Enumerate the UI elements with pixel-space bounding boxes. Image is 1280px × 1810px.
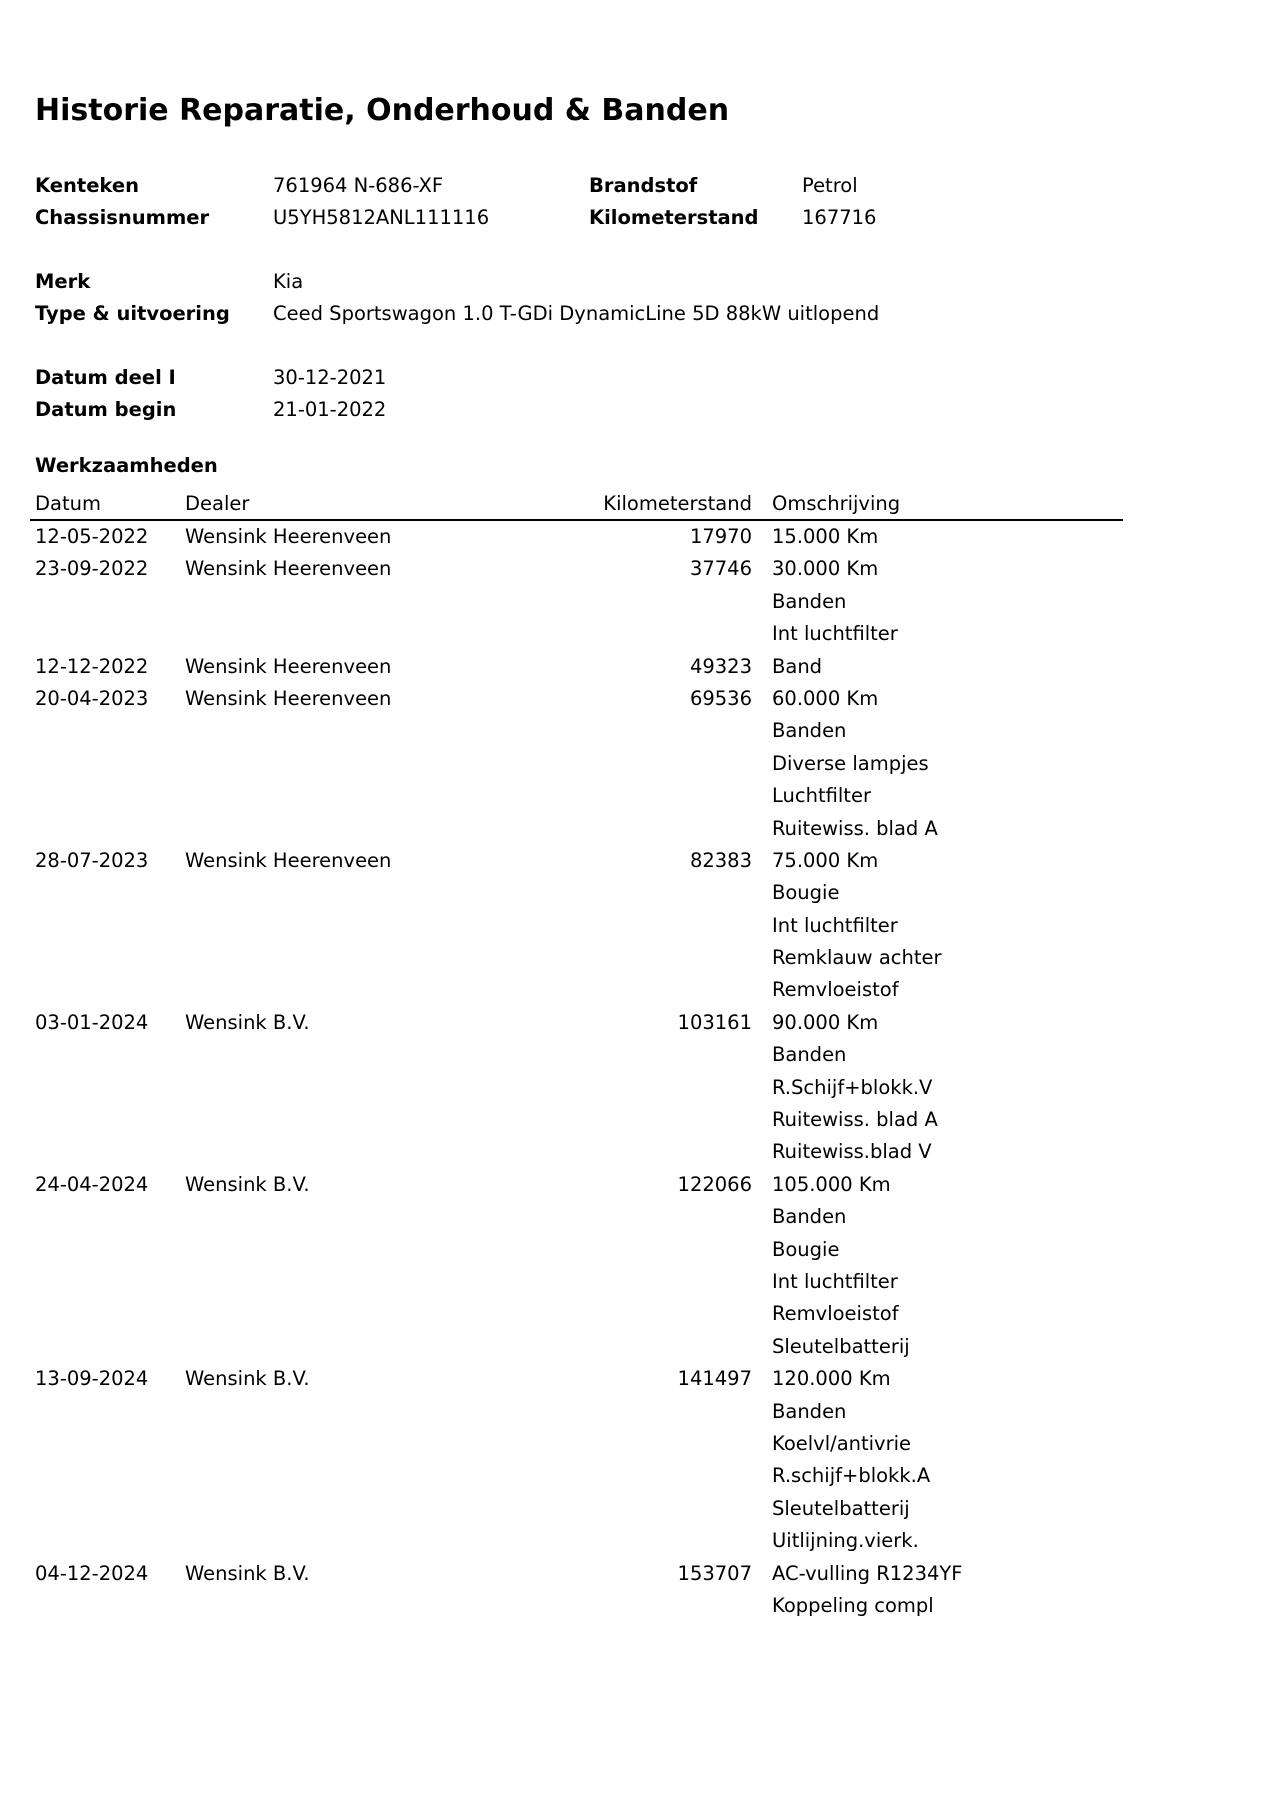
cell-omschrijving: Diverse lampjes [772,751,929,775]
cell-omschrijving: 30.000 Km [772,557,879,581]
cell-omschrijving: Banden [772,719,847,743]
cell-omschrijving: Bougie [772,1237,840,1261]
cell-dealer: Wensink Heerenveen [185,525,392,548]
kilometerstand-label: Kilometerstand [589,206,759,230]
table-row [30,683,1123,845]
datum-deel-label: Datum deel I [35,366,176,389]
header-kilometerstand: Kilometerstand [603,492,752,515]
datum-deel-value: 30-12-2021 [273,366,387,389]
cell-omschrijving: Koppeling compl [772,1593,934,1617]
cell-datum: 12-05-2022 [35,525,149,548]
cell-omschrijving: 60.000 Km [772,686,879,710]
cell-omschrijving: Luchtfilter [772,784,871,808]
kilometerstand-value: 167716 [802,206,877,230]
cell-omschrijving: Int luchtfilter [772,622,898,646]
cell-omschrijving: Band [772,654,823,678]
cell-omschrijving: Banden [772,1205,847,1229]
cell-kilometerstand: 69536 [689,686,752,710]
table-row-description-line [30,813,1123,845]
table-row-main-line [30,683,1123,715]
cell-datum: 13-09-2024 [35,1367,149,1391]
merk-label: Merk [35,270,91,293]
table-row-description-line [30,715,1123,747]
type-label: Type & uitvoering [35,302,230,326]
cell-dealer: Wensink Heerenveen [185,686,392,710]
cell-kilometerstand: 49323 [689,654,752,678]
cell-datum: 04-12-2024 [35,1561,149,1585]
table-row-description-line [30,1266,1123,1298]
cell-datum: 03-01-2024 [35,1010,149,1034]
table-row [30,651,1123,683]
cell-dealer: Wensink B.V. [185,1367,310,1391]
table-row-description-line [30,1331,1123,1363]
cell-dealer: Wensink B.V. [185,1010,310,1034]
cell-kilometerstand: 141497 [677,1367,752,1391]
table-row-description-line [30,1136,1123,1168]
cell-dealer: Wensink Heerenveen [185,557,392,581]
table-row-description-line [30,1072,1123,1104]
table-row [30,1007,1123,1169]
cell-omschrijving: 120.000 Km [772,1367,891,1391]
chassis-label: Chassisnummer [35,206,210,230]
kenteken-label: Kenteken [35,174,139,197]
cell-omschrijving: Sleutelbatterij [772,1496,910,1520]
cell-dealer: Wensink B.V. [185,1172,310,1196]
cell-datum: 23-09-2022 [35,557,149,581]
brandstof-value: Petrol [802,174,858,197]
cell-omschrijving: Uitlijning.vierk. [772,1529,919,1553]
cell-omschrijving: Ruitewiss.blad V [772,1140,932,1164]
table-row-description-line [30,586,1123,618]
table-row-description-line [30,877,1123,909]
table-row-description-line [30,1298,1123,1330]
cell-omschrijving: R.Schijf+blokk.V [772,1075,933,1099]
table-row [30,1363,1123,1557]
cell-kilometerstand: 37746 [689,557,752,581]
cell-datum: 24-04-2024 [35,1172,149,1196]
cell-datum: 28-07-2023 [35,848,149,872]
werkzaamheden-table [30,489,1123,1622]
cell-omschrijving: R.schijf+blokk.A [772,1464,931,1488]
table-row-description-line [30,1201,1123,1233]
werkzaamheden-heading: Werkzaamheden [35,454,218,477]
table-row-description-line [30,618,1123,650]
table-row-description-line [30,1493,1123,1525]
table-row-main-line [30,1363,1123,1395]
table-row-description-line [30,1396,1123,1428]
cell-kilometerstand: 82383 [689,848,752,872]
table-row-description-line [30,1590,1123,1622]
table-body [30,521,1123,1622]
cell-kilometerstand: 153707 [677,1561,752,1585]
header-omschrijving: Omschrijving [772,492,901,515]
cell-omschrijving: Sleutelbatterij [772,1334,910,1358]
table-row-main-line [30,845,1123,877]
cell-kilometerstand: 122066 [677,1172,752,1196]
cell-omschrijving: 90.000 Km [772,1010,879,1034]
table-row-main-line [30,521,1123,553]
cell-omschrijving: Banden [772,1399,847,1423]
table-row-description-line [30,942,1123,974]
table-row-main-line [30,1558,1123,1590]
table-row-description-line [30,1428,1123,1460]
datum-begin-label: Datum begin [35,398,177,422]
header-datum: Datum [35,492,101,515]
table-row-description-line [30,780,1123,812]
cell-dealer: Wensink B.V. [185,1561,310,1585]
cell-omschrijving: Remvloeistof [772,978,899,1002]
cell-datum: 20-04-2023 [35,686,149,710]
cell-datum: 12-12-2022 [35,654,149,678]
merk-value: Kia [273,270,304,293]
cell-omschrijving: Ruitewiss. blad A [772,816,938,840]
table-row-description-line [30,1104,1123,1136]
table-row [30,521,1123,553]
table-row [30,845,1123,1007]
table-row-main-line [30,651,1123,683]
cell-omschrijving: Bougie [772,881,840,905]
cell-dealer: Wensink Heerenveen [185,654,392,678]
table-row-description-line [30,1234,1123,1266]
table-row-description-line [30,1525,1123,1557]
table-row-main-line [30,1007,1123,1039]
table-row-description-line [30,974,1123,1006]
datum-begin-value: 21-01-2022 [273,398,387,422]
header-dealer: Dealer [185,492,250,515]
table-header [30,489,1123,521]
cell-omschrijving: Remklauw achter [772,946,942,970]
table-row [30,1558,1123,1623]
cell-omschrijving: Koelvl/antivrie [772,1431,912,1455]
cell-omschrijving: Banden [772,1043,847,1067]
cell-omschrijving: 75.000 Km [772,848,879,872]
table-row [30,553,1123,650]
table-row-description-line [30,910,1123,942]
chassis-value: U5YH5812ANL111116 [273,206,490,230]
cell-omschrijving: Remvloeistof [772,1302,899,1326]
cell-omschrijving: Ruitewiss. blad A [772,1108,938,1132]
cell-omschrijving: Banden [772,589,847,613]
table-row-main-line [30,1169,1123,1201]
brandstof-label: Brandstof [589,174,698,197]
cell-kilometerstand: 103161 [677,1010,752,1034]
cell-dealer: Wensink Heerenveen [185,848,392,872]
table-row-description-line [30,1460,1123,1492]
cell-kilometerstand: 17970 [689,525,752,548]
cell-omschrijving: Int luchtfilter [772,1269,898,1293]
cell-omschrijving: AC-vulling R1234YF [772,1561,963,1585]
table-row-description-line [30,748,1123,780]
table-row-main-line [30,553,1123,585]
page-title: Historie Reparatie, Onderhoud & Banden [35,93,730,128]
cell-omschrijving: 15.000 Km [772,525,879,548]
cell-omschrijving: Int luchtfilter [772,913,898,937]
cell-omschrijving: 105.000 Km [772,1172,891,1196]
kenteken-value: 761964 N-686-XF [273,174,444,197]
table-row-description-line [30,1039,1123,1071]
table-row [30,1169,1123,1363]
type-value: Ceed Sportswagon 1.0 T-GDi DynamicLine 5D 88kW uitlopend [273,302,880,326]
